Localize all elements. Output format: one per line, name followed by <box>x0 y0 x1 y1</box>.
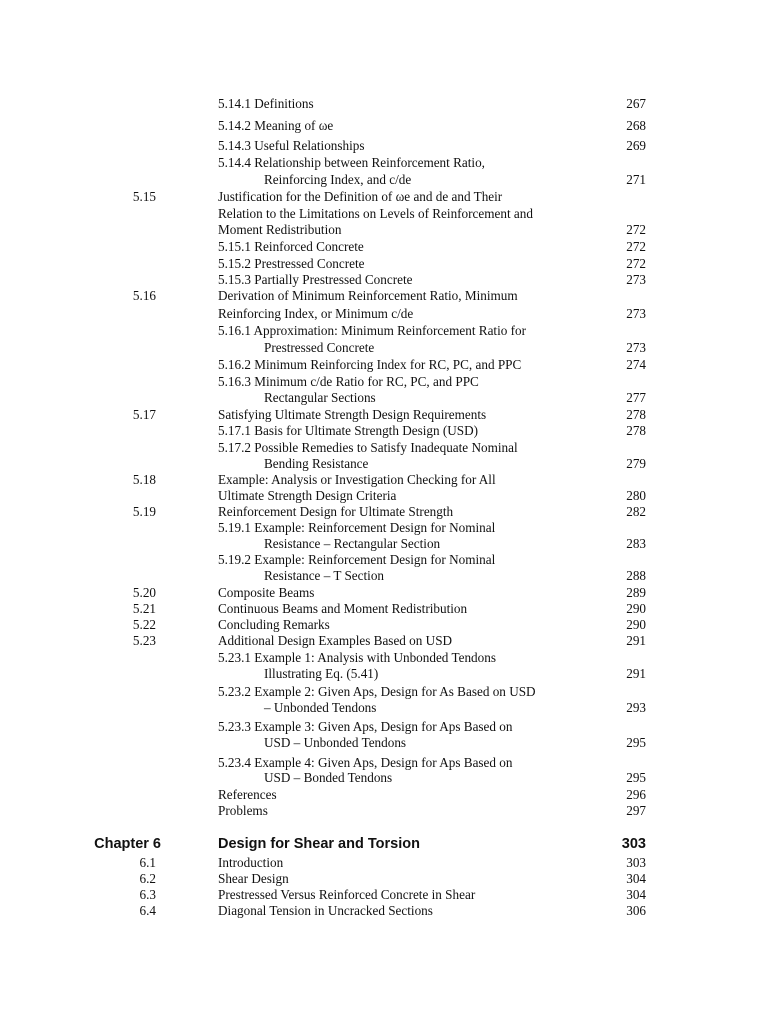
entry-page: 279 <box>626 456 646 471</box>
section-number: 5.18 <box>132 472 156 487</box>
toc-entry <box>0 118 768 136</box>
entry-title: 5.16.2 Minimum Reinforcing Index for RC, PC, and PPC <box>218 357 522 372</box>
entry-title: Reinforcement Design for Ultimate Strength <box>218 504 454 519</box>
entry-page: 267 <box>626 96 646 111</box>
entry-title: 5.16.3 Minimum c/de Ratio for RC, PC, and PPC <box>218 374 479 389</box>
toc-entry <box>0 239 768 257</box>
entry-title: Justification for the Definition of ωe and de and Their <box>218 189 503 204</box>
chapter-heading <box>0 836 768 856</box>
chapter-page: 303 <box>621 836 646 852</box>
toc-entry <box>0 357 768 375</box>
entry-page: 273 <box>626 306 646 321</box>
toc-entry <box>0 189 768 207</box>
toc-entry <box>0 903 768 921</box>
section-number: 6.1 <box>139 855 156 870</box>
entry-title: Problems <box>218 803 268 818</box>
section-number: 5.15 <box>132 189 156 204</box>
entry-page: 268 <box>626 118 646 133</box>
entry-continuation: Ultimate Strength Design Criteria <box>218 488 397 503</box>
entry-title: Example: Analysis or Investigation Checking for All <box>218 472 496 487</box>
toc-entry-continuation <box>0 222 768 240</box>
toc-entry <box>0 423 768 441</box>
entry-title: 5.23.4 Example 4: Given Aps, Design for Aps Based on <box>218 755 513 770</box>
section-number: 5.19 <box>132 504 156 519</box>
entry-page: 296 <box>626 787 646 802</box>
entry-title: 5.14.2 Meaning of ωe <box>218 118 334 133</box>
entry-continuation: Relation to the Limitations on Levels of Reinforcement and <box>218 206 533 221</box>
entry-title: Satisfying Ultimate Strength Design Requirements <box>218 407 487 422</box>
toc-entry-continuation <box>0 770 768 788</box>
chapter-title: Design for Shear and Torsion <box>218 836 420 852</box>
entry-title: 5.17.1 Basis for Ultimate Strength Design (USD) <box>218 423 479 438</box>
entry-page: 278 <box>626 423 646 438</box>
entry-continuation: Resistance – Rectangular Section <box>264 536 441 551</box>
entry-title: 5.23.1 Example 1: Analysis with Unbonded Tendons <box>218 650 496 665</box>
entry-title: References <box>218 787 277 802</box>
section-number: 6.2 <box>139 871 156 886</box>
entry-title: Prestressed Versus Reinforced Concrete in Shear <box>218 887 476 902</box>
entry-continuation: Illustrating Eq. (5.41) <box>264 666 379 681</box>
entry-page: 280 <box>626 488 646 503</box>
entry-title: 5.15.2 Prestressed Concrete <box>218 256 365 271</box>
toc-entry <box>0 155 768 173</box>
entry-continuation: Rectangular Sections <box>264 390 376 405</box>
section-number: 5.17 <box>132 407 156 422</box>
toc-entry <box>0 803 768 821</box>
entry-page: 291 <box>626 633 646 648</box>
entry-page: 303 <box>626 855 646 870</box>
entry-title: 5.14.1 Definitions <box>218 96 314 111</box>
entry-title: Continuous Beams and Moment Redistribution <box>218 601 468 616</box>
section-number: 5.20 <box>132 585 156 600</box>
entry-page: 304 <box>626 871 646 886</box>
entry-title: Derivation of Minimum Reinforcement Ratio, Minimum <box>218 288 518 303</box>
toc-entry-continuation <box>0 340 768 358</box>
toc-entry <box>0 288 768 306</box>
entry-page: 272 <box>626 239 646 254</box>
entry-title: 5.16.1 Approximation: Minimum Reinforcement Ratio for <box>218 323 527 338</box>
entry-title: Diagonal Tension in Uncracked Sections <box>218 903 433 918</box>
toc-entry-continuation <box>0 568 768 586</box>
entry-page: 272 <box>626 256 646 271</box>
entry-page: 269 <box>626 138 646 153</box>
section-number: 6.3 <box>139 887 156 902</box>
entry-continuation: Reinforcing Index, and c/de <box>264 172 412 187</box>
entry-page: 306 <box>626 903 646 918</box>
entry-page: 304 <box>626 887 646 902</box>
entry-title: Concluding Remarks <box>218 617 330 632</box>
section-number: 5.16 <box>132 288 156 303</box>
entry-page: 274 <box>626 357 646 372</box>
entry-page: 290 <box>626 601 646 616</box>
toc-entry <box>0 138 768 156</box>
entry-page: 283 <box>626 536 646 551</box>
toc-entry-continuation <box>0 700 768 718</box>
entry-continuation: Moment Redistribution <box>218 222 342 237</box>
entry-page: 278 <box>626 407 646 422</box>
entry-title: Shear Design <box>218 871 289 886</box>
entry-title: 5.17.2 Possible Remedies to Satisfy Inadequate Nominal <box>218 440 518 455</box>
chapter-label: Chapter 6 <box>94 836 161 852</box>
entry-title: 5.23.3 Example 3: Given Aps, Design for Aps Based on <box>218 719 513 734</box>
entry-continuation: Reinforcing Index, or Minimum c/de <box>218 306 414 321</box>
toc-entry <box>0 633 768 651</box>
section-number: 5.21 <box>132 601 156 616</box>
entry-title: 5.19.1 Example: Reinforcement Design for Nominal <box>218 520 496 535</box>
section-number: 6.4 <box>139 903 156 918</box>
entry-continuation: Resistance – T Section <box>264 568 385 583</box>
toc-entry-continuation <box>0 172 768 190</box>
entry-page: 273 <box>626 272 646 287</box>
entry-page: 288 <box>626 568 646 583</box>
entry-continuation: Bending Resistance <box>264 456 369 471</box>
entry-title: Composite Beams <box>218 585 315 600</box>
entry-continuation: USD – Bonded Tendons <box>264 770 393 785</box>
entry-page: 293 <box>626 700 646 715</box>
toc-entry <box>0 323 768 341</box>
entry-continuation: – Unbonded Tendons <box>264 700 377 715</box>
entry-title: 5.15.3 Partially Prestressed Concrete <box>218 272 413 287</box>
entry-title: 5.14.3 Useful Relationships <box>218 138 365 153</box>
entry-page: 297 <box>626 803 646 818</box>
entry-title: Additional Design Examples Based on USD <box>218 633 453 648</box>
toc-entry-continuation <box>0 390 768 408</box>
toc-entry-continuation <box>0 306 768 324</box>
toc-entry <box>0 96 768 114</box>
entry-page: 271 <box>626 172 646 187</box>
entry-title: 5.19.2 Example: Reinforcement Design for Nominal <box>218 552 496 567</box>
entry-continuation: Prestressed Concrete <box>264 340 375 355</box>
entry-title: Introduction <box>218 855 284 870</box>
entry-page: 277 <box>626 390 646 405</box>
entry-title: 5.23.2 Example 2: Given Aps, Design for As Based on USD <box>218 684 536 699</box>
entry-page: 272 <box>626 222 646 237</box>
entry-title: 5.15.1 Reinforced Concrete <box>218 239 364 254</box>
entry-page: 282 <box>626 504 646 519</box>
entry-page: 289 <box>626 585 646 600</box>
entry-page: 290 <box>626 617 646 632</box>
entry-title: 5.14.4 Relationship between Reinforcement Ratio, <box>218 155 485 170</box>
entry-page: 295 <box>626 770 646 785</box>
entry-page: 291 <box>626 666 646 681</box>
entry-page: 273 <box>626 340 646 355</box>
entry-page: 295 <box>626 735 646 750</box>
toc-entry-continuation <box>0 735 768 753</box>
toc-entry-continuation <box>0 666 768 684</box>
section-number: 5.23 <box>132 633 156 648</box>
section-number: 5.22 <box>132 617 156 632</box>
entry-continuation: USD – Unbonded Tendons <box>264 735 407 750</box>
